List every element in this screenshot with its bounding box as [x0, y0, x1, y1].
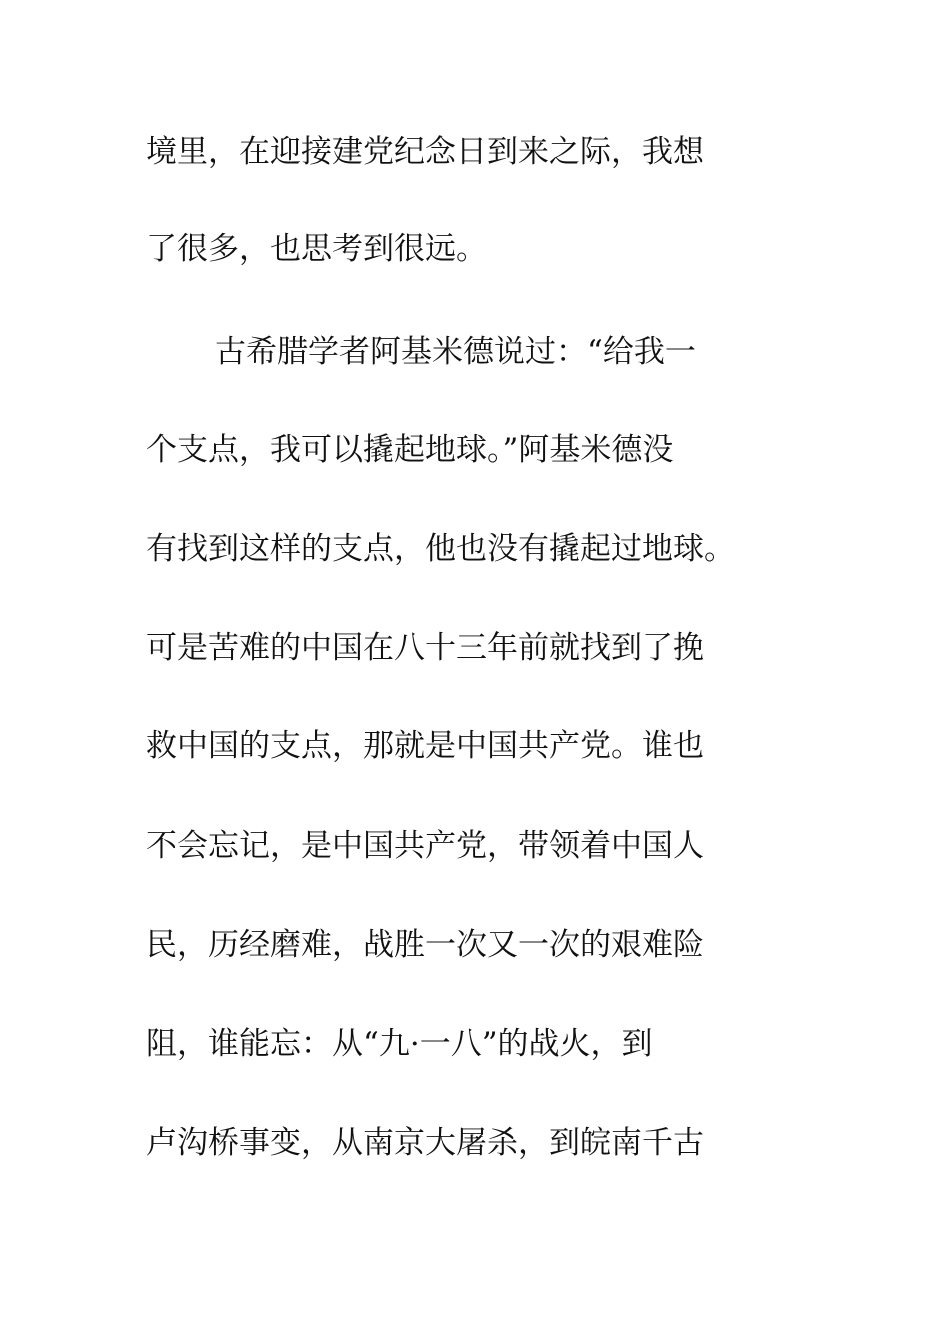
text-line-3: 古希腊学者阿基米德说过：“给我一	[215, 334, 696, 370]
text-line-6: 可是苦难的中国在八十三年前就找到了挽	[146, 630, 704, 666]
text-line-11: 卢沟桥事变，从南京大屠杀，到皖南千古	[146, 1125, 704, 1161]
text-line-1: 境里，在迎接建党纪念日到来之际，我想	[146, 134, 704, 170]
text-line-8: 不会忘记，是中国共产党，带领着中国人	[146, 828, 704, 864]
text-line-4: 个支点，我可以撬起地球。”阿基米德没	[146, 432, 674, 468]
text-line-5: 有找到这样的支点，他也没有撬起过地球。	[146, 531, 735, 567]
text-line-7: 救中国的支点，那就是中国共产党。谁也	[146, 728, 704, 764]
text-line-2: 了很多，也思考到很远。	[146, 231, 487, 267]
text-line-9: 民，历经磨难，战胜一次又一次的艰难险	[146, 927, 704, 963]
text-line-10: 阻，谁能忘：从“九·一八”的战火，到	[146, 1026, 653, 1062]
